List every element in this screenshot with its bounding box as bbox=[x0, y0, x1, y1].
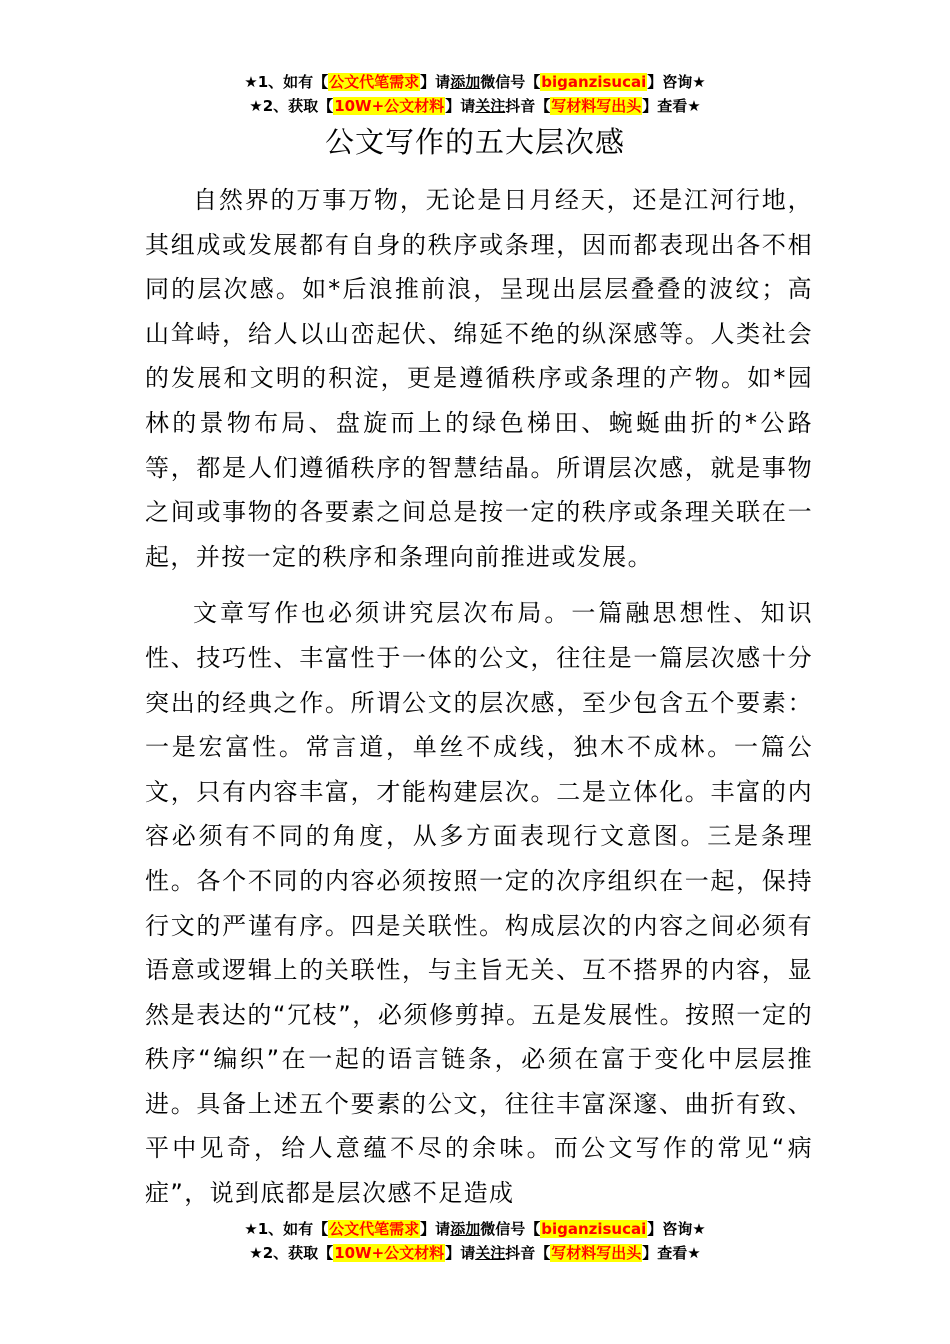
document-title: 公文写作的五大层次感 bbox=[324, 125, 625, 159]
highlight-ghostwriting: 公文代笔需求 bbox=[329, 73, 420, 91]
highlight-wechat-id: biganzisucai bbox=[541, 73, 647, 91]
highlight-materials: 10W+公文材料 bbox=[334, 1244, 445, 1262]
highlight-douyin-account: 写材料写出头 bbox=[551, 97, 642, 115]
highlight-materials: 10W+公文材料 bbox=[334, 97, 445, 115]
highlight-douyin-account: 写材料写出头 bbox=[551, 1244, 642, 1262]
paragraph-2: 文章写作也必须讲究层次布局。一篇融思想性、知识性、技巧性、丰富性于一体的公文，往往是一篇层次感十分突出的经典之作。所谓公文的层次感，至少包含五个要素：一是宏富性。常言道，单丝不成线，独木不成林。一篇公文，只有内容丰富，才能构建层次。二是立体化。丰富的内容必须有不同的角度，从多方面表现行文意图。三是条理性。各个不同的内容必须按照一定的次序组织在一起，保持行文的严谨有序。四是关联性。构成层次的内容之间必须有语意或逻辑上的关联性，与主旨无关、互不搭界的内容，显然是表达的“冗枝”，必须修剪掉。五是发展性。按照一定的秩序“编织”在一起的语言链条，必须在富于变化中层层推进。具备上述五个要素的公文，往往丰富深邃、曲折有致、平中见奇，给人意蕴不尽的余味。而公文写作的常见“病症”，说到底都是层次感不足造成 bbox=[145, 599, 813, 1208]
header-promo-banner bbox=[0, 70, 950, 118]
paragraph-1: 自然界的万事万物，无论是日月经天，还是江河行地，其组成或发展都有自身的秩序或条理，因而都表现出各不相同的层次感。如*后浪推前浪，呈现出层层叠叠的波纹；高山耸峙，给人以山峦起伏、绵延不绝的纵深感等。人类社会的发展和文明的积淀，更是遵循秩序或条理的产物。如*园林的景物布局、盘旋而上的绿色梯田、蜿蜒曲折的*公路等，都是人们遵循秩序的智慧结晶。所谓层次感，就是事物之间或事物的各要素之间总是按一定的秩序或条理关联在一起，并按一定的秩序和条理向前推进或发展。 bbox=[145, 186, 813, 571]
promo-line-1: ★1、如有【公文代笔需求】请添加微信号【biganzisucai】咨询★ bbox=[244, 1220, 706, 1238]
footer-promo-banner bbox=[0, 1217, 950, 1265]
document-body bbox=[145, 178, 813, 1228]
promo-line-2: ★2、获取【10W+公文材料】请关注抖音【写材料写出头】查看★ bbox=[249, 97, 701, 115]
highlight-wechat-id: biganzisucai bbox=[541, 1220, 647, 1238]
highlight-ghostwriting: 公文代笔需求 bbox=[329, 1220, 420, 1238]
promo-line-1: ★1、如有【公文代笔需求】请添加微信号【biganzisucai】咨询★ bbox=[244, 73, 706, 91]
promo-line-2: ★2、获取【10W+公文材料】请关注抖音【写材料写出头】查看★ bbox=[249, 1244, 701, 1262]
